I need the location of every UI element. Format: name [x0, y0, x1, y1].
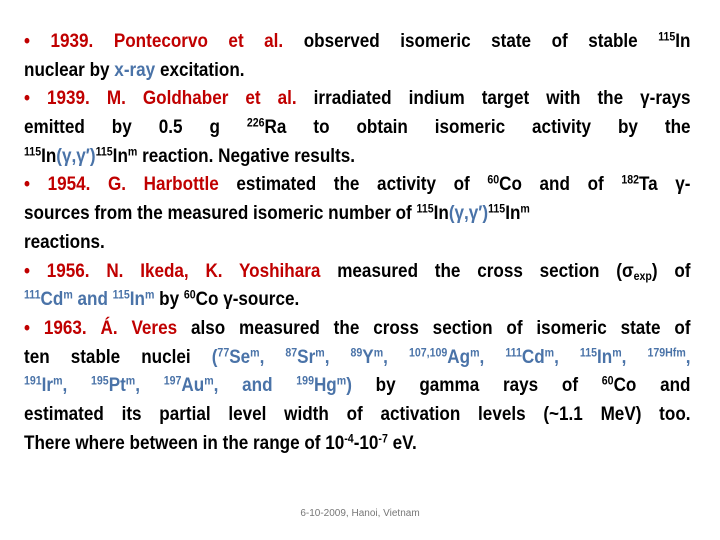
text-run: ten stable nuclei [24, 345, 212, 368]
text-run: In [41, 144, 57, 167]
supscript: m [125, 373, 136, 388]
text-line [24, 285, 691, 314]
text-run: (γ,γ′) [56, 144, 96, 167]
text-run: measured the cross section (σ [320, 259, 634, 282]
supscript: 191 [24, 373, 42, 388]
text-line [24, 56, 691, 85]
supscript: m [315, 344, 325, 359]
text-run: , [554, 345, 580, 368]
supscript: 195 [91, 373, 109, 388]
slide-footer: 6-10-2009, Hanoi, Vietnam [300, 508, 420, 519]
supscript: 111 [505, 344, 522, 359]
text-run: , [621, 345, 648, 368]
text-run: -10 [353, 431, 379, 454]
supscript: m [336, 373, 347, 388]
text-run: excitation. [155, 58, 245, 81]
text-line [24, 400, 691, 429]
text-run: Ag [447, 345, 471, 368]
text-run: nuclear by [24, 58, 115, 81]
text-run: and [72, 288, 113, 311]
text-run: reaction. Negative results. [137, 144, 355, 167]
supscript: m [520, 201, 530, 216]
text-run: irradiated indium target with the γ-rays [296, 87, 691, 110]
supscript: 60 [183, 287, 196, 302]
supscript: 115 [112, 287, 130, 302]
text-run: by gamma rays of [351, 374, 602, 397]
supscript: 182 [621, 172, 639, 187]
text-run: , [135, 374, 164, 397]
supscript: -4 [344, 430, 354, 445]
text-line [24, 257, 691, 286]
text-run: sources from the measured isomeric number of [24, 202, 417, 225]
slide-body [24, 27, 720, 457]
text-run: In [505, 202, 521, 225]
bullet-heading: • 1939. Pontecorvo et al. [24, 30, 284, 52]
supscript: m [470, 344, 480, 359]
text-run: x-ray [114, 58, 156, 81]
text-run: Ir [41, 374, 54, 397]
supscript: 115 [488, 201, 506, 216]
text-run: ) [346, 374, 352, 397]
text-run: Cd [40, 288, 64, 311]
supscript: -7 [378, 430, 388, 445]
text-run: ( [211, 345, 218, 368]
supscript: m [53, 373, 63, 388]
text-run: Ra to obtain isomeric activity by the [264, 116, 691, 139]
bullet-heading: • 1939. M. Goldhaber et al. [24, 87, 297, 110]
text-run: eV. [387, 431, 417, 454]
text-run: In [433, 202, 449, 225]
supscript: 115 [416, 201, 434, 216]
text-run: Co and of [499, 173, 622, 196]
supscript: 115 [95, 144, 113, 159]
text-line [24, 371, 691, 400]
supscript: m [373, 344, 384, 359]
text-run: Pt [108, 374, 126, 397]
text-line [24, 142, 691, 171]
supscript: m [63, 287, 73, 302]
text-run: Au [181, 374, 205, 397]
text-run: Hg [313, 374, 337, 397]
supscript: m [250, 344, 260, 359]
text-run: Co and [613, 374, 691, 397]
supscript: 107,109 [408, 344, 448, 359]
supscript: m [127, 144, 138, 159]
text-line [24, 113, 691, 142]
text-line [24, 199, 691, 228]
text-run: In [675, 30, 691, 52]
text-run: There where between in the range of 10 [24, 431, 345, 454]
text-run: Co γ-source. [195, 288, 300, 311]
subscript: exp [633, 268, 652, 283]
text-run: , and [213, 374, 297, 397]
text-run: emitted by 0.5 g [24, 116, 247, 139]
bullet-heading: • 1963. Á. Veres [24, 316, 178, 339]
text-line [24, 429, 691, 458]
supscript: 197 [163, 373, 182, 388]
text-run: estimated its partial level width of activation levels (~1.1 MeV) too. [24, 402, 691, 425]
supscript: m [544, 344, 555, 359]
text-run: observed isomeric state of stable [283, 30, 659, 52]
text-run: (γ,γ′) [448, 202, 489, 225]
text-line [24, 228, 691, 257]
supscript: 199 [296, 373, 314, 388]
text-run: , [324, 345, 351, 368]
text-run: Sr [297, 345, 316, 368]
text-run: ) of [651, 259, 691, 282]
text-line [24, 314, 691, 343]
text-run: by [154, 288, 184, 311]
supscript: 111 [24, 287, 41, 302]
supscript: 179Hfm [647, 344, 686, 359]
text-line [24, 343, 691, 372]
supscript: m [144, 287, 155, 302]
supscript: 115 [658, 29, 676, 44]
text-run: In [112, 144, 128, 167]
text-run: , [383, 345, 409, 368]
text-run: , [62, 374, 92, 397]
supscript: 87 [285, 344, 298, 359]
text-run: Cd [521, 345, 545, 368]
supscript: 115 [24, 144, 42, 159]
supscript: 77 [217, 344, 230, 359]
text-run: In [129, 288, 145, 311]
supscript: 60 [487, 172, 500, 187]
text-line [24, 84, 691, 113]
supscript: 89 [350, 344, 363, 359]
text-run: estimated the activity of [218, 173, 488, 196]
supscript: m [612, 344, 622, 359]
supscript: 226 [246, 115, 265, 130]
bullet-heading: • 1954. G. Harbottle [24, 173, 219, 196]
text-run: , [685, 345, 691, 368]
text-line [24, 27, 691, 56]
text-line [24, 170, 691, 199]
text-run: also measured the cross section of isomeric state of [177, 316, 691, 339]
text-run: In [597, 345, 613, 368]
supscript: m [204, 373, 214, 388]
supscript: 60 [601, 373, 614, 388]
text-run: , [479, 345, 506, 368]
text-run: , [259, 345, 286, 368]
text-run: reactions. [24, 230, 105, 253]
supscript: 115 [579, 344, 598, 359]
text-run: Se [229, 345, 251, 368]
text-run: Y [362, 345, 374, 368]
text-run: Ta γ- [638, 173, 691, 196]
bullet-heading: • 1956. N. Ikeda, K. Yoshihara [24, 259, 321, 282]
